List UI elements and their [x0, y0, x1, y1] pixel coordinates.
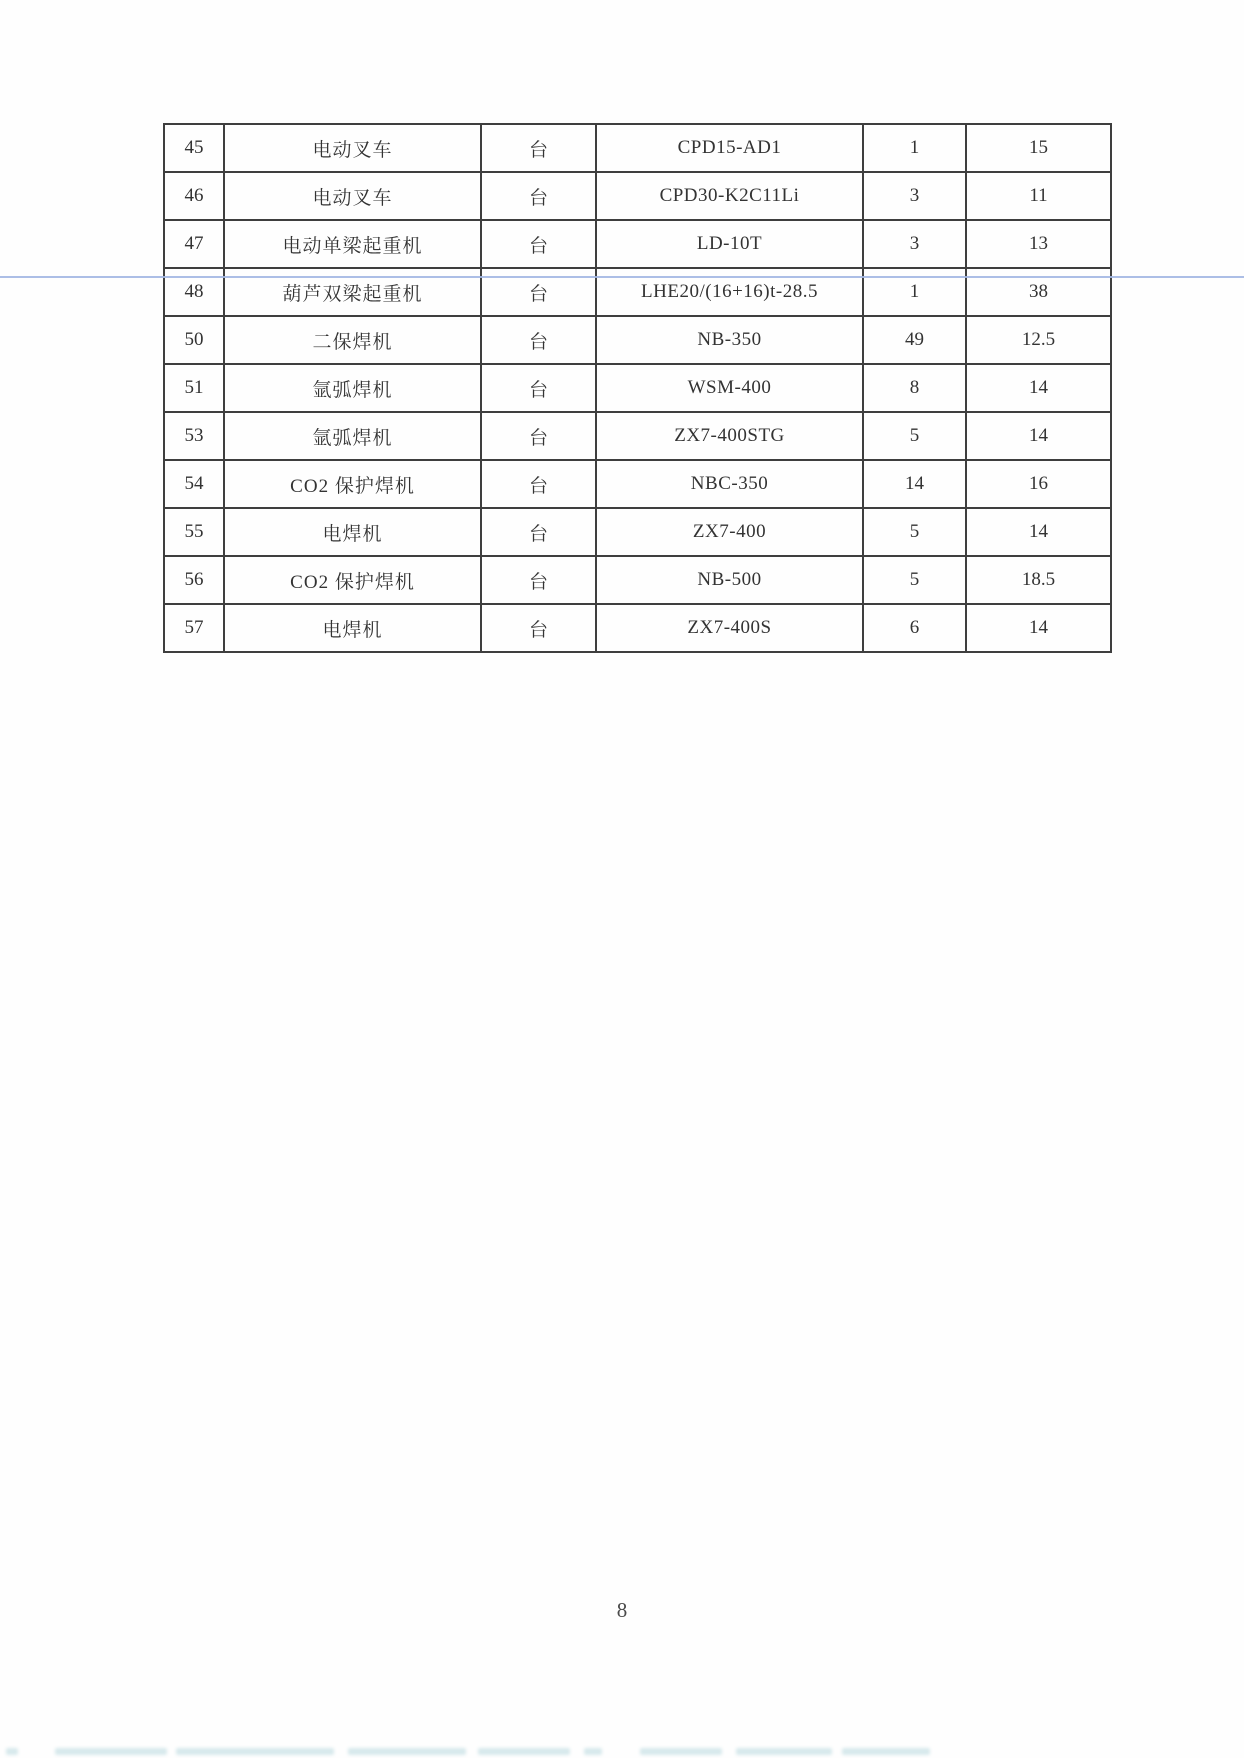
serial-cell: 48: [164, 268, 224, 316]
unit-cell: 台: [481, 460, 596, 508]
table-row: [164, 364, 1111, 412]
serial-cell: 51: [164, 364, 224, 412]
value-cell: 14: [966, 604, 1111, 652]
serial-cell: 46: [164, 172, 224, 220]
bleed-mark: [55, 1748, 167, 1755]
serial-cell: 55: [164, 508, 224, 556]
bleed-mark: [584, 1748, 602, 1755]
table-row: [164, 460, 1111, 508]
table-row: [164, 604, 1111, 652]
qty-cell: 8: [863, 364, 966, 412]
equipment-table: [163, 123, 1112, 653]
value-cell: 13: [966, 220, 1111, 268]
blue-ink-line-artifact: [0, 276, 1244, 278]
name-cell: 二保焊机: [224, 316, 481, 364]
unit-cell: 台: [481, 268, 596, 316]
name-cell: 电动单梁起重机: [224, 220, 481, 268]
bleed-mark: [736, 1748, 832, 1755]
model-cell: ZX7-400S: [596, 604, 863, 652]
model-cell: WSM-400: [596, 364, 863, 412]
serial-cell: 54: [164, 460, 224, 508]
table-row: [164, 172, 1111, 220]
unit-cell: 台: [481, 556, 596, 604]
value-cell: 15: [966, 124, 1111, 172]
value-cell: 11: [966, 172, 1111, 220]
serial-cell: 56: [164, 556, 224, 604]
value-cell: 16: [966, 460, 1111, 508]
model-cell: NB-500: [596, 556, 863, 604]
table-row: [164, 316, 1111, 364]
qty-cell: 5: [863, 556, 966, 604]
model-cell: CPD30-K2C11Li: [596, 172, 863, 220]
name-cell: 电焊机: [224, 604, 481, 652]
model-cell: LD-10T: [596, 220, 863, 268]
qty-cell: 6: [863, 604, 966, 652]
value-cell: 12.5: [966, 316, 1111, 364]
qty-cell: 5: [863, 412, 966, 460]
table-row: [164, 508, 1111, 556]
unit-cell: 台: [481, 604, 596, 652]
table-row: [164, 556, 1111, 604]
value-cell: 14: [966, 508, 1111, 556]
qty-cell: 1: [863, 268, 966, 316]
bleed-mark: [176, 1748, 334, 1755]
bleed-mark: [640, 1748, 722, 1755]
unit-cell: 台: [481, 412, 596, 460]
serial-cell: 53: [164, 412, 224, 460]
serial-cell: 47: [164, 220, 224, 268]
bleed-mark: [478, 1748, 570, 1755]
unit-cell: 台: [481, 124, 596, 172]
bleed-mark: [348, 1748, 466, 1755]
serial-cell: 57: [164, 604, 224, 652]
value-cell: 14: [966, 364, 1111, 412]
unit-cell: 台: [481, 364, 596, 412]
name-cell: 电焊机: [224, 508, 481, 556]
unit-cell: 台: [481, 508, 596, 556]
serial-cell: 50: [164, 316, 224, 364]
serial-cell: 45: [164, 124, 224, 172]
model-cell: NB-350: [596, 316, 863, 364]
value-cell: 14: [966, 412, 1111, 460]
unit-cell: 台: [481, 316, 596, 364]
model-cell: CPD15-AD1: [596, 124, 863, 172]
model-cell: NBC-350: [596, 460, 863, 508]
name-cell: CO2 保护焊机: [224, 556, 481, 604]
qty-cell: 1: [863, 124, 966, 172]
qty-cell: 5: [863, 508, 966, 556]
name-cell: 葫芦双梁起重机: [224, 268, 481, 316]
unit-cell: 台: [481, 220, 596, 268]
name-cell: CO2 保护焊机: [224, 460, 481, 508]
page-number: 8: [616, 1598, 628, 1622]
bleed-mark: [6, 1748, 18, 1755]
bleed-mark: [842, 1748, 930, 1755]
bleed-through-artifact: [0, 1744, 1244, 1758]
model-cell: LHE20/(16+16)t-28.5: [596, 268, 863, 316]
name-cell: 氩弧焊机: [224, 364, 481, 412]
qty-cell: 3: [863, 220, 966, 268]
unit-cell: 台: [481, 172, 596, 220]
table-row: [164, 124, 1111, 172]
value-cell: 38: [966, 268, 1111, 316]
qty-cell: 49: [863, 316, 966, 364]
model-cell: ZX7-400: [596, 508, 863, 556]
name-cell: 电动叉车: [224, 172, 481, 220]
model-cell: ZX7-400STG: [596, 412, 863, 460]
table-row: [164, 412, 1111, 460]
qty-cell: 14: [863, 460, 966, 508]
qty-cell: 3: [863, 172, 966, 220]
table-row: [164, 220, 1111, 268]
name-cell: 氩弧焊机: [224, 412, 481, 460]
name-cell: 电动叉车: [224, 124, 481, 172]
value-cell: 18.5: [966, 556, 1111, 604]
